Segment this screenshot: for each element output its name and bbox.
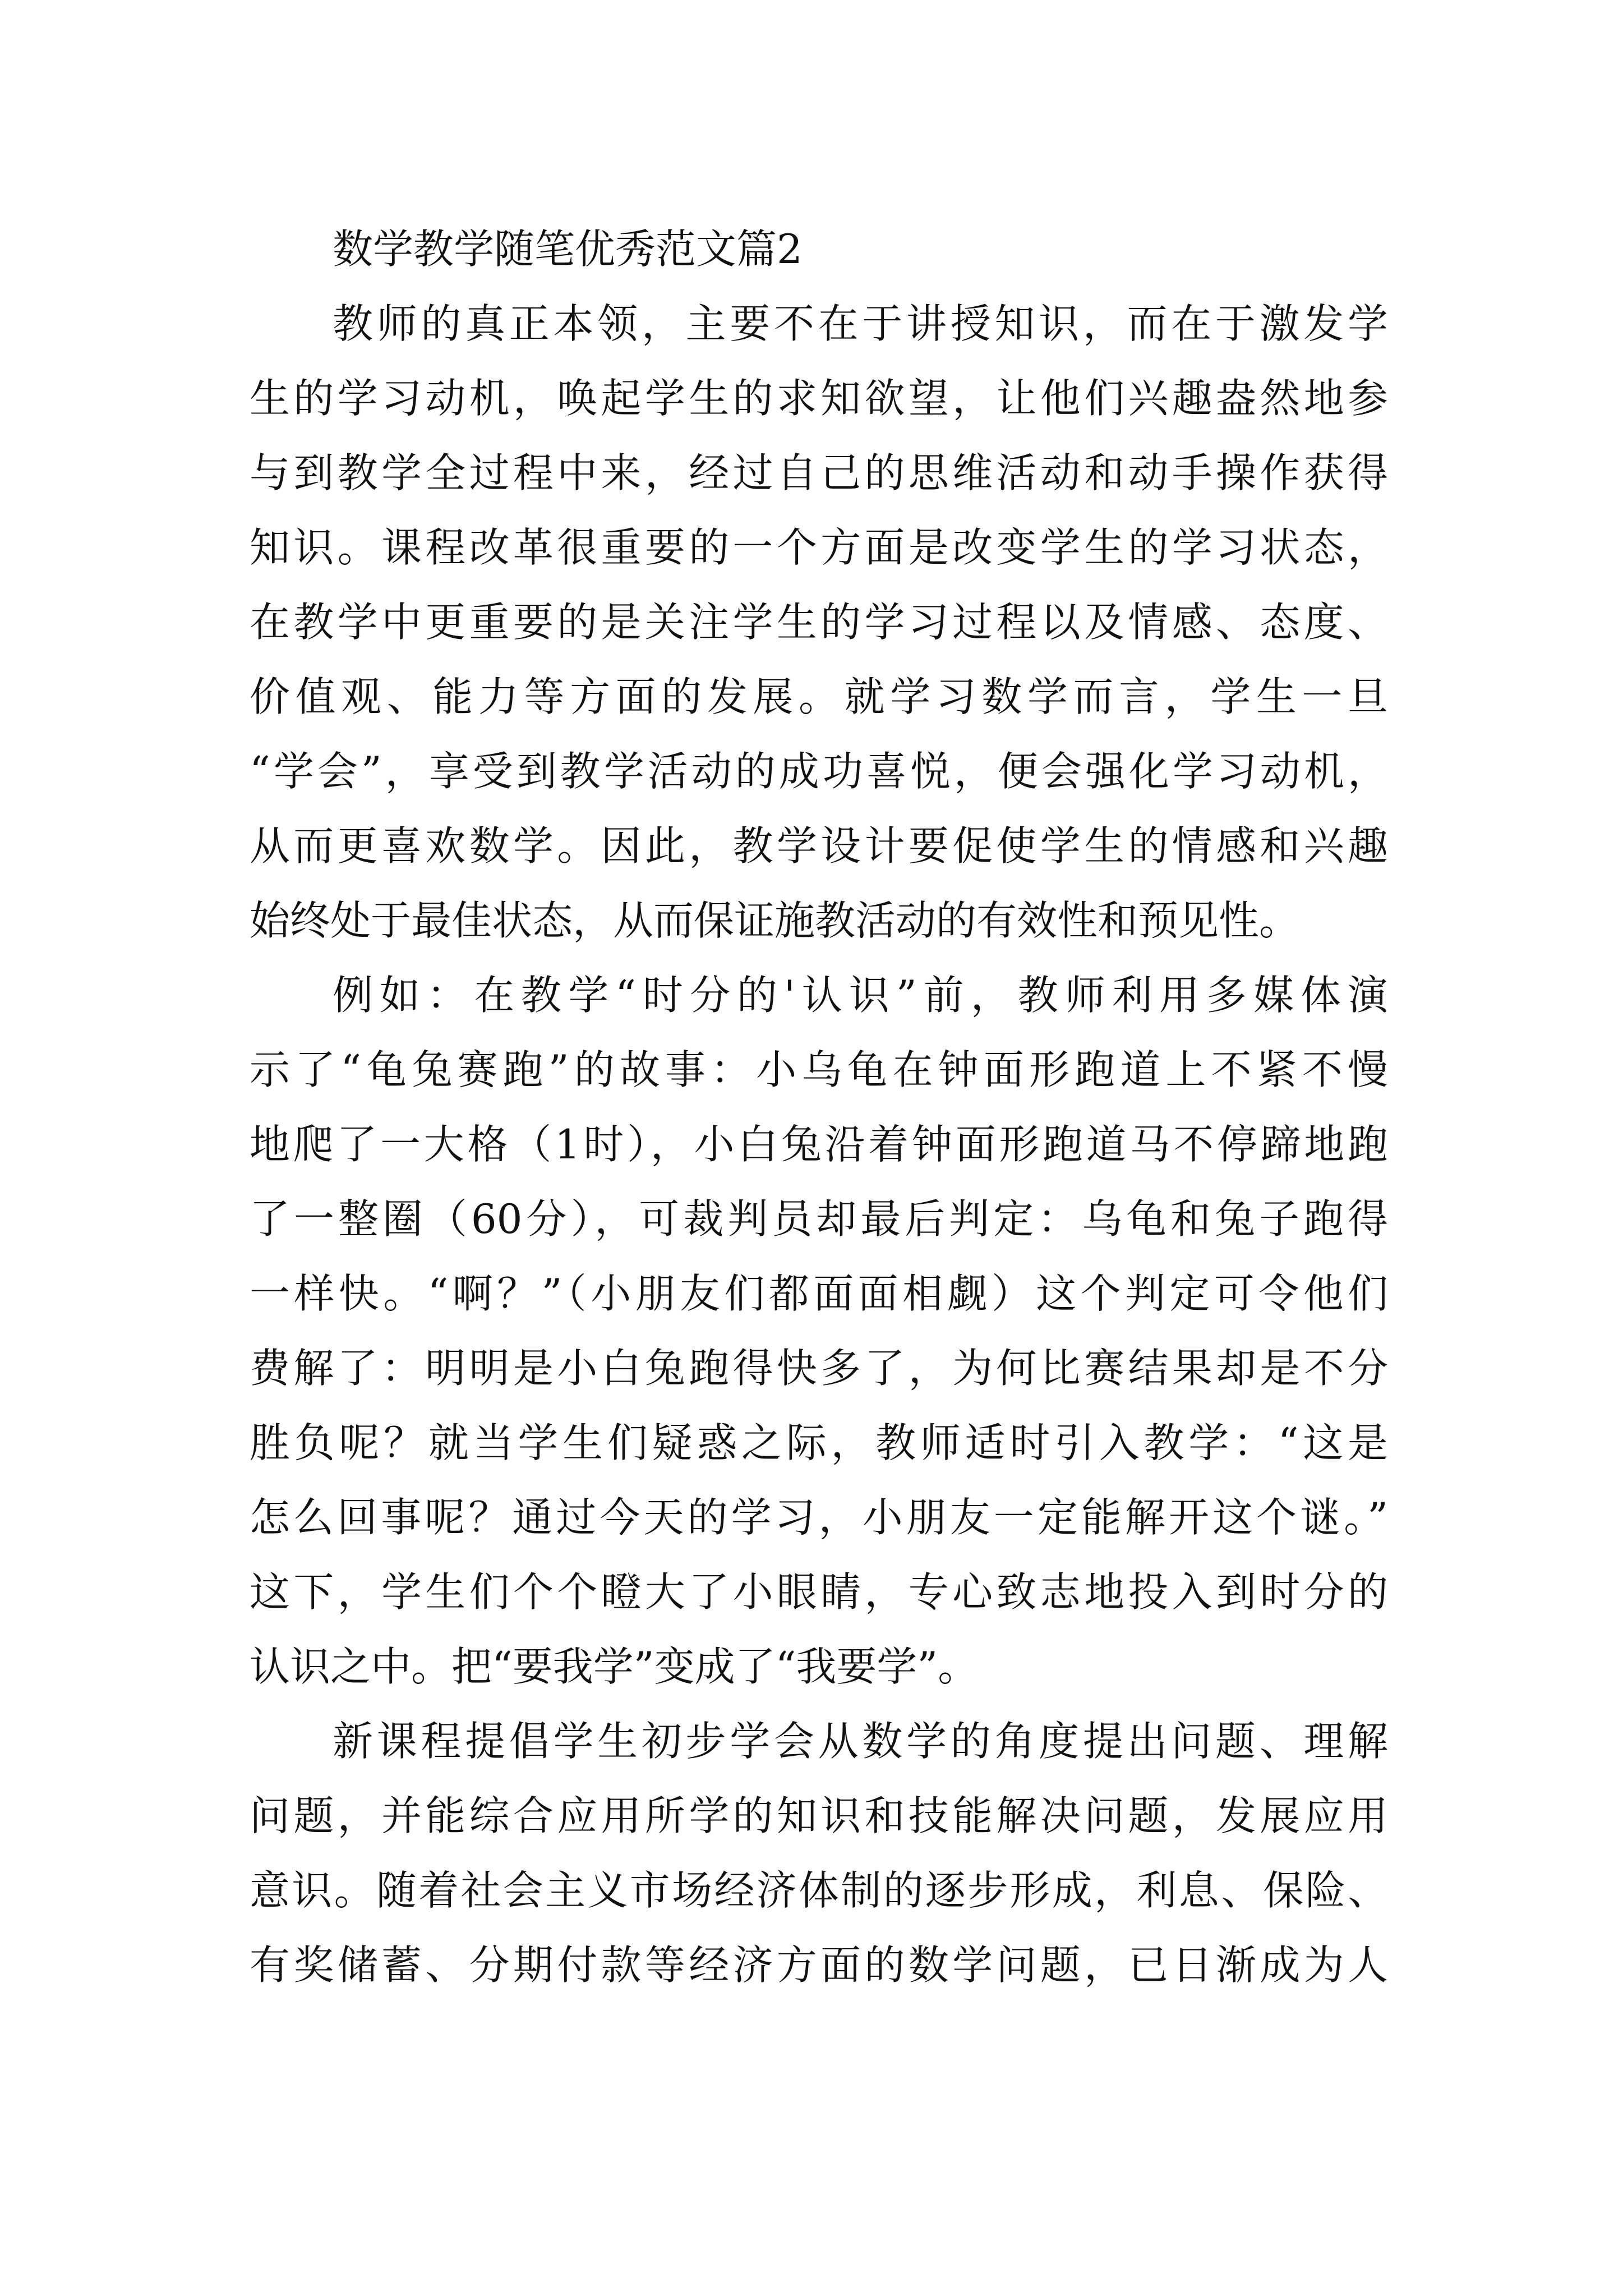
paragraph-3-line-3: 意识。随着社会主义市场经济体制的逐步形成，利息、保险、 [250, 1867, 1388, 1914]
paragraph-1-line-3: 与到教学全过程中来，经过自己的思维活动和动手操作获得 [250, 449, 1388, 496]
paragraph-1-line-9: 始终处于最佳状态，从而保证施教活动的有效性和预见性。 [250, 897, 1300, 944]
paragraph-2-line-10: 认识之中。把“要我学”变成了“我要学”。 [250, 1643, 979, 1690]
paragraph-1-line-1: 教师的真正本领，主要不在于讲授知识，而在于激发学 [333, 300, 1388, 347]
paragraph-1-line-7: “学会”，享受到教学活动的成功喜悦，便会强化学习动机， [250, 748, 1388, 795]
paragraph-3-line-4: 有奖储蓄、分期付款等经济方面的数学问题，已日渐成为人 [250, 1941, 1388, 1989]
document-body [250, 212, 1388, 2003]
paragraph-2-line-7: 胜负呢？就当学生们疑惑之际，教师适时引入教学：“这是 [250, 1419, 1388, 1466]
paragraph-2-line-4: 了一整圈（60分），可裁判员却最后判定：乌龟和兔子跑得 [250, 1195, 1388, 1243]
paragraph-1-line-5: 在教学中更重要的是关注学生的学习过程以及情感、态度、 [250, 599, 1388, 646]
paragraph-2-line-5: 一样快。“啊？”（小朋友们都面面相觑）这个判定可令他们 [250, 1270, 1388, 1317]
paragraph-1-line-6: 价值观、能力等方面的发展。就学习数学而言，学生一旦 [250, 673, 1388, 720]
paragraph-2-line-3: 地爬了一大格（1时），小白兔沿着钟面形跑道马不停蹄地跑 [250, 1121, 1388, 1168]
paragraph-3-line-1: 新课程提倡学生初步学会从数学的角度提出问题、理解 [333, 1718, 1388, 1765]
paragraph-1-line-4: 知识。课程改革很重要的一个方面是改变学生的学习状态， [250, 524, 1388, 571]
paragraph-1-line-2: 生的学习动机，唤起学生的求知欲望，让他们兴趣盎然地参 [250, 375, 1388, 422]
paragraph-1-line-8: 从而更喜欢数学。因此，教学设计要促使学生的情感和兴趣 [250, 822, 1388, 869]
paragraph-2-line-8: 怎么回事呢？通过今天的学习，小朋友一定能解开这个谜。” [250, 1494, 1388, 1541]
paragraph-2-line-9: 这下，学生们个个瞪大了小眼睛，专心致志地投入到时分的 [250, 1568, 1388, 1616]
paragraph-3-line-2: 问题，并能综合应用所学的知识和技能解决问题，发展应用 [250, 1792, 1388, 1839]
document-title: 数学教学随笔优秀范文篇2 [333, 226, 803, 273]
paragraph-2-line-6: 费解了：明明是小白兔跑得快多了，为何比赛结果却是不分 [250, 1345, 1388, 1392]
paragraph-2-line-1: 例如：在教学“时分的'认识”前，教师利用多媒体演 [333, 972, 1388, 1019]
paragraph-2-line-2: 示了“龟兔赛跑”的故事：小乌龟在钟面形跑道上不紧不慢 [250, 1046, 1388, 1093]
